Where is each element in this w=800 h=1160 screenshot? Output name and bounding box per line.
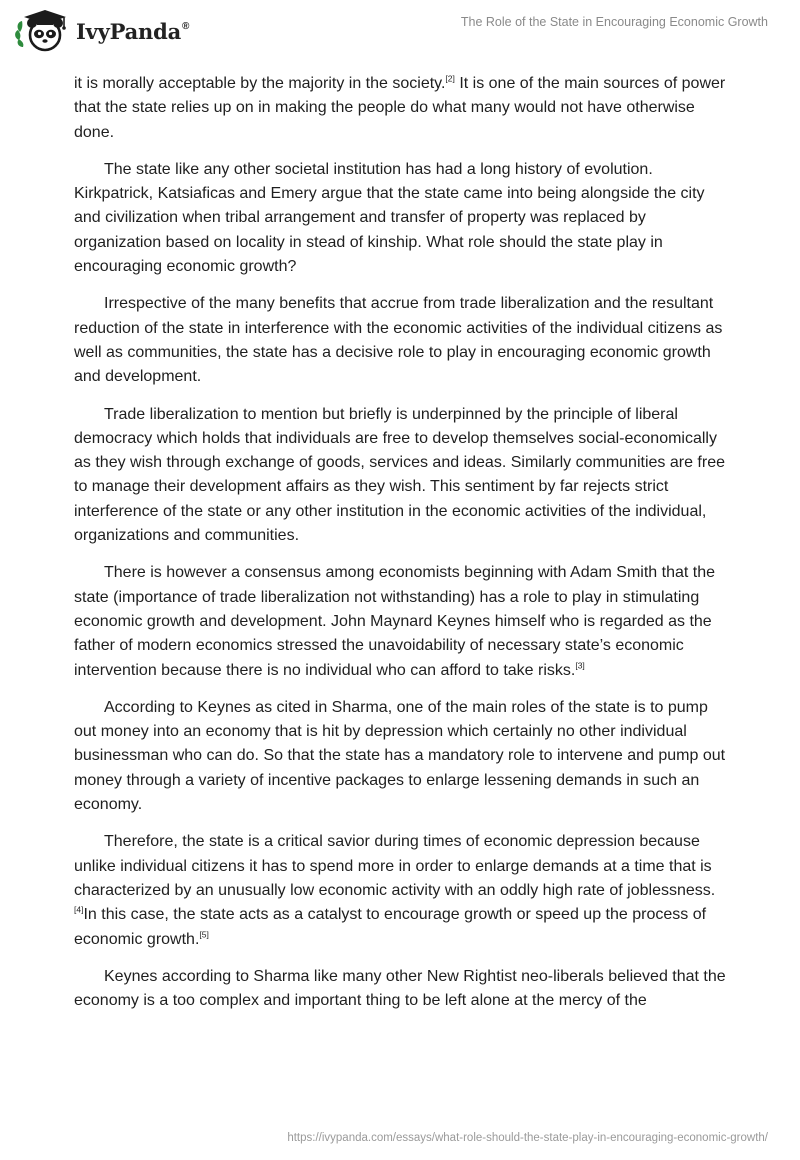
brand-name (76, 19, 189, 44)
source-url[interactable]: https://ivypanda.com/essays/what-role-should-the-state-play-in-encouraging-economic-growth/ (287, 1132, 768, 1144)
paragraph-8: Keynes according to Sharma like many other New Rightist neo-liberals believed that the economy is a too complex and important thing to be left alone at the mercy of the (74, 967, 726, 1010)
paragraph-1 (74, 72, 734, 145)
footnote-ref[interactable]: [2] (445, 73, 455, 84)
paragraph-7-text-b: In this case, the state acts as a catalyst to encourage growth or speed up the process of economic growth. (74, 906, 707, 948)
footnote-ref[interactable]: [3] (575, 660, 585, 671)
paragraph-3: Irrespective of the many benefits that accrue from trade liberalization and the resultant reduction of the state in interference with the economic activities of the individual citizens as well as communities, the state has a decisive role to play in encouraging economic growth and development. (74, 295, 723, 386)
brand-text: IvyPanda (76, 18, 182, 44)
panda-graduate-icon (14, 8, 72, 54)
paragraph-1-text-b: It is one of the main sources of power that the state relies up on in making the people do what many would not have otherwise done. (74, 75, 726, 141)
paragraph-5-text: There is however a consensus among economists beginning with Adam Smith that the state (importance of trade liberalization not withstanding) has a role to play in stimulating economic growth and development. John Maynard Keynes himself who is regarded as the father of modern economics stressed the unavoidability of necessary state’s economic intervention because there is no individual who can afford to take risks. (74, 564, 715, 679)
page-header (0, 0, 800, 66)
paragraph-6: According to Keynes as cited in Sharma, one of the main roles of the state is to pump out money into an economy that is hit by depression which certainly no other individual businessman who can do. So that the state has a mandatory role to intervene and pump out money through a variety of incentive packages to enlarge lessening demands in such an economy. (74, 698, 726, 814)
registered-mark: ® (182, 20, 190, 32)
footnote-ref[interactable]: [5] (199, 929, 209, 940)
ivypanda-logo[interactable] (14, 8, 189, 54)
paragraph-7 (74, 830, 734, 951)
document-title: The Role of the State in Encouraging Economic Growth (460, 15, 768, 29)
paragraph-7-text-a: Therefore, the state is a critical savior during times of economic depression because unlike individual citizens it has to spend more in order to enlarge demands at a time that is characterized by an unusually low economic activity with an oddly high rate of joblessness. (74, 833, 716, 899)
paragraph-2: The state like any other societal institution has had a long history of evolution. Kirkpatrick, Katsiaficas and Emery argue that the state came into being alongside the city and civilization when tribal arrangement and transfer of property was replaced by organization based on locality in stead of kinship. What role should the state play in encouraging economic growth? (74, 160, 705, 276)
paragraph-5 (74, 561, 734, 682)
paragraph-1-text-a: it is morally acceptable by the majority in the society. (74, 75, 446, 92)
essay-body (74, 72, 734, 1026)
footnote-ref[interactable]: [4] (74, 904, 84, 915)
paragraph-4: Trade liberalization to mention but briefly is underpinned by the principle of liberal democracy which holds that individuals are free to develop themselves social-economically as they wish through exchange of goods, services and ideas. Similarly communities are free to manage their development affairs as they wish. This sentiment by far rejects strict interference of the state or any other institution in the economic activities of the individual, organizations and communities. (74, 405, 725, 545)
